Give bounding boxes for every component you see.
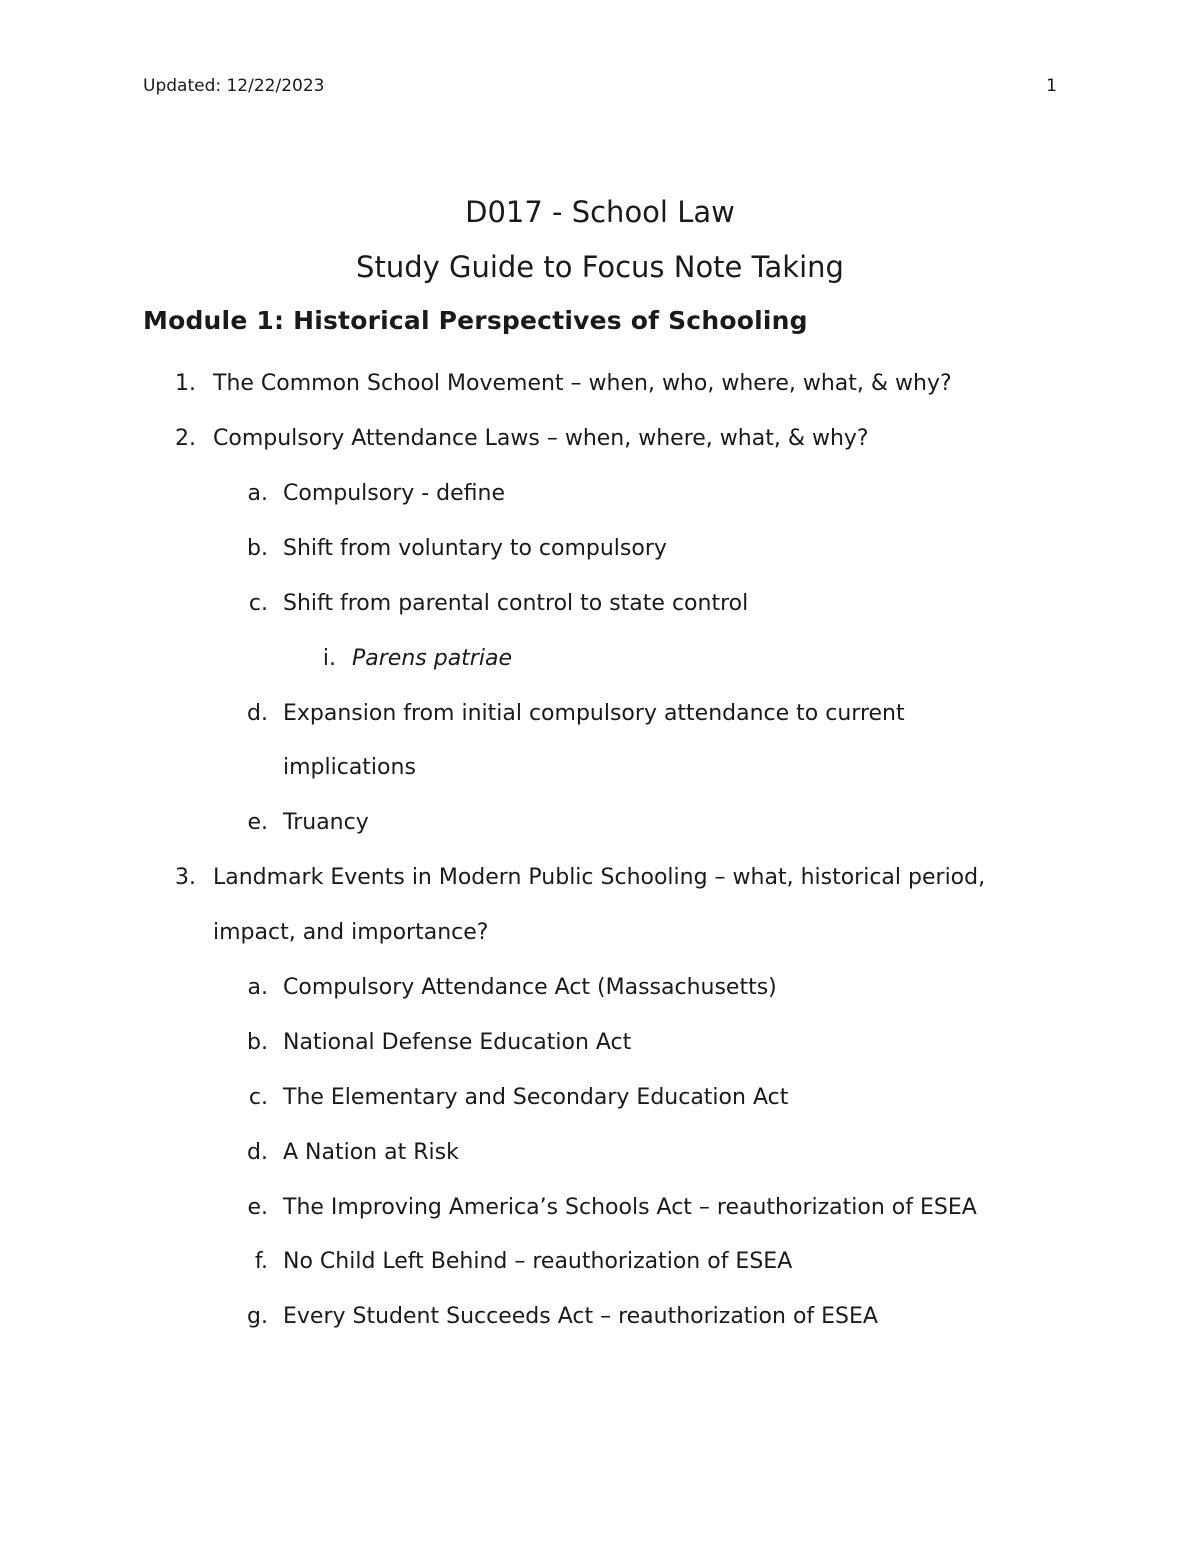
sublist-marker: g. [247, 1304, 268, 1329]
sublist-item: Expansion from initial compulsory attendance to current [283, 701, 905, 726]
list-item: Compulsory Attendance Laws – when, where, what, & why? [213, 426, 869, 451]
sublist-item: Shift from voluntary to compulsory [283, 536, 667, 561]
subsublist-item: Parens patriae [352, 646, 512, 671]
sublist-item: The Improving America’s Schools Act – reauthorization of ESEA [283, 1195, 977, 1220]
page-subtitle: Study Guide to Focus Note Taking [356, 250, 844, 284]
sublist-item: A Nation at Risk [283, 1140, 459, 1165]
updated-date: Updated: 12/22/2023 [143, 76, 325, 96]
list-marker: 3. [175, 865, 196, 890]
sublist-marker: d. [247, 1140, 268, 1165]
sublist-marker: f. [254, 1249, 268, 1274]
sublist-item: Shift from parental control to state control [283, 591, 749, 616]
list-item: The Common School Movement – when, who, where, what, & why? [213, 371, 952, 396]
list-item: Landmark Events in Modern Public Schooling – what, historical period, [213, 865, 986, 890]
sublist-marker: d. [247, 701, 268, 726]
sublist-marker: c. [248, 591, 268, 616]
list-marker: 2. [175, 426, 196, 451]
sublist-marker: b. [247, 1030, 268, 1055]
page-number: 1 [1046, 76, 1057, 96]
sublist-item-continuation: implications [283, 755, 416, 780]
sublist-item: The Elementary and Secondary Education Act [283, 1085, 789, 1110]
course-title: D017 - School Law [465, 195, 735, 229]
subsublist-marker: i. [322, 646, 336, 671]
sublist-marker: b. [247, 536, 268, 561]
sublist-item: Compulsory - define [283, 481, 506, 506]
sublist-marker: c. [248, 1085, 268, 1110]
list-item-continuation: impact, and importance? [213, 920, 489, 945]
sublist-marker: a. [247, 481, 268, 506]
sublist-item: Compulsory Attendance Act (Massachusetts) [283, 975, 777, 1000]
list-marker: 1. [175, 371, 196, 396]
sublist-marker: e. [247, 810, 268, 835]
sublist-item: Every Student Succeeds Act – reauthorization of ESEA [283, 1304, 878, 1329]
sublist-item: No Child Left Behind – reauthorization of ESEA [283, 1249, 793, 1274]
sublist-item: Truancy [283, 810, 369, 835]
sublist-marker: e. [247, 1195, 268, 1220]
sublist-marker: a. [247, 975, 268, 1000]
sublist-item: National Defense Education Act [283, 1030, 632, 1055]
module-heading: Module 1: Historical Perspectives of Schooling [143, 306, 808, 335]
